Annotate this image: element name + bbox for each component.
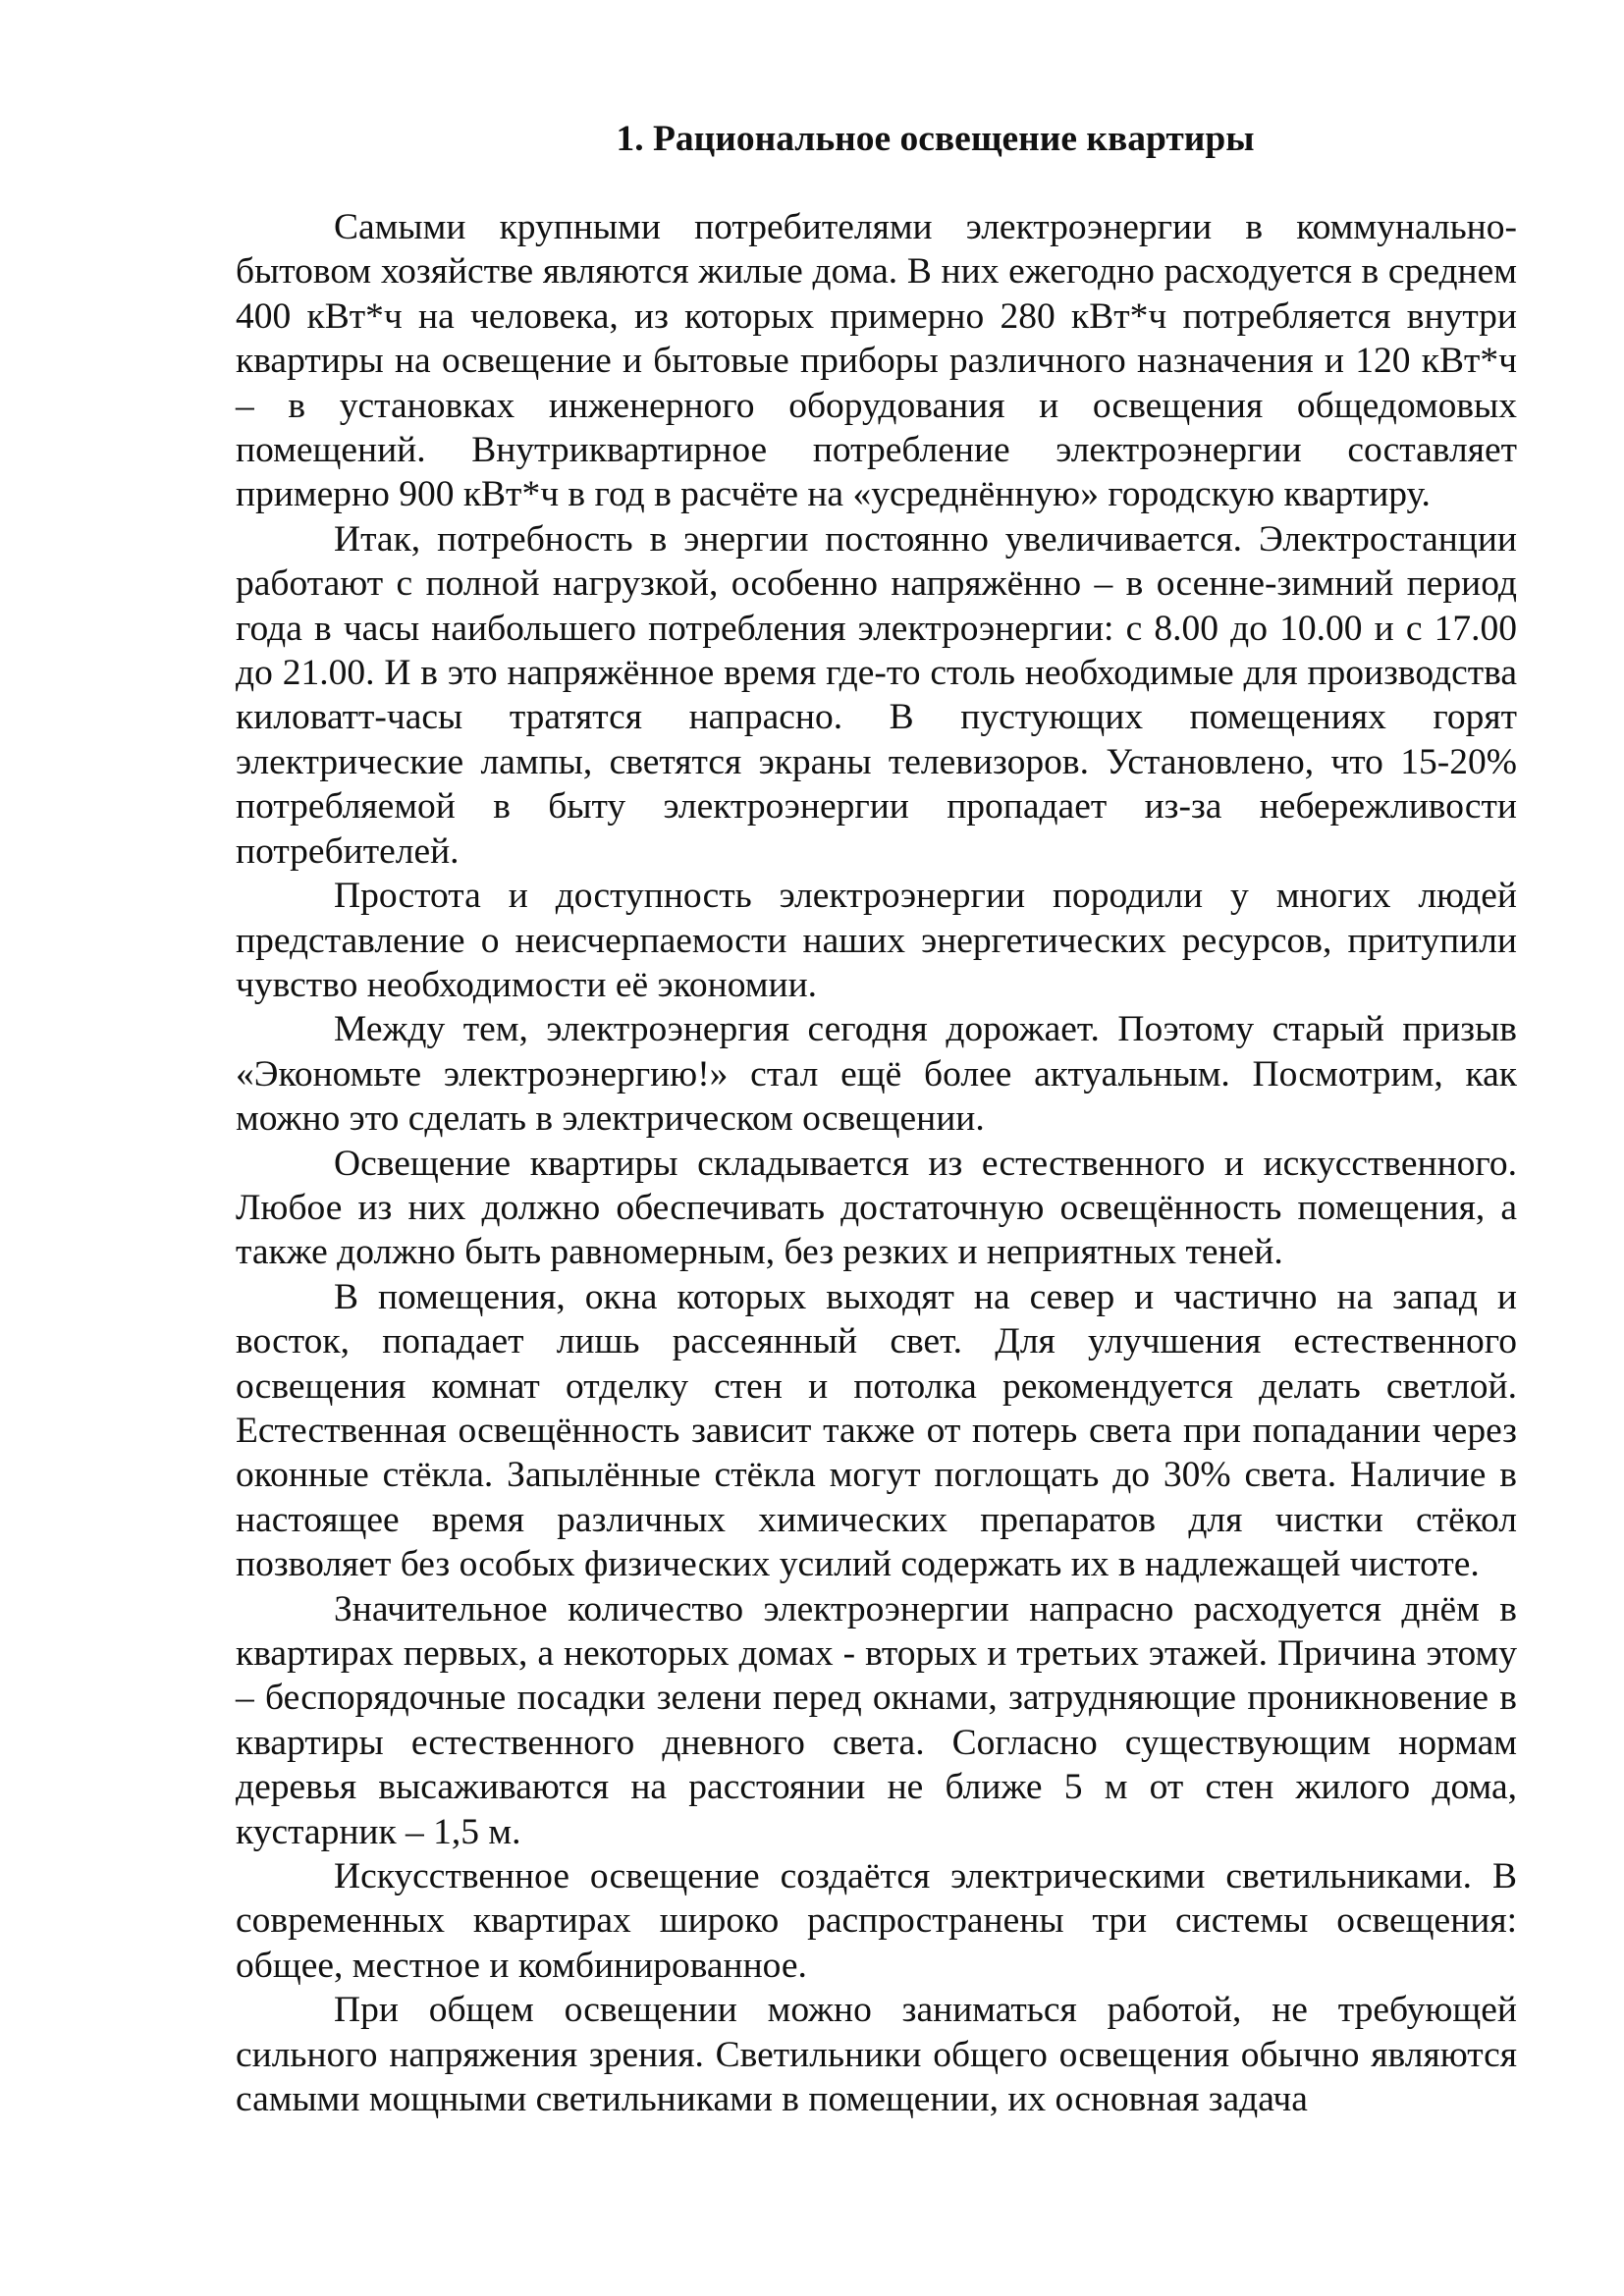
paragraph-9: При общем освещении можно заниматься работой, не требующей сильного напряжения зрения. Светильники общего освещения обычно являются самыми мощными светильниками в помещении, их основная задача	[236, 1990, 1517, 2120]
paragraph-3: Простота и доступность электроэнергии породили у многих людей представление о неисчерпаемости наших энергетических ресурсов, притупили чувство необходимости её экономии.	[236, 876, 1517, 1005]
paragraph-6: В помещения, окна которых выходят на север и частично на запад и восток, попадает лишь рассеянный свет. Для улучшения естественного освещения комнат отделку стен и потолка рекомендуется делать светлой. Естественная освещённость зависит также от потерь света при попадании через оконные стёкла. Запылённые стёкла могут поглощать до 30% света. Наличие в настоящее время различных химических препаратов для чистки стёкол позволяет без особых физических усилий содержать их в надлежащей чистоте.	[236, 1276, 1517, 1585]
paragraph-8: Искусственное освещение создаётся электрическими светильниками. В современных квартирах широко распространены три системы освещения: общее, местное и комбинированное.	[236, 1856, 1517, 1986]
page-title: 1. Рациональное освещение квартиры	[616, 119, 1255, 159]
paragraph-5: Освещение квартиры складывается из естественного и искусственного. Любое из них должно обеспечивать достаточную освещённость помещения, а также должно быть равномерным, без резких и неприятных теней.	[236, 1143, 1517, 1273]
paragraph-7: Значительное количество электроэнергии напрасно расходуется днём в квартирах первых, а некоторых домах - вторых и третьих этажей. Причина этому – беспорядочные посадки зелени перед окнами, затрудняющие проникновение в квартиры естественного дневного света. Согласно существующим нормам деревья высаживаются на расстоянии не ближе 5 м от стен жилого дома, кустарник – 1,5 м.	[236, 1588, 1517, 1852]
document-body	[236, 205, 1517, 2121]
paragraph-2: Итак, потребность в энергии постоянно увеличивается. Электростанции работают с полной нагрузкой, особенно напряжённо – в осенне-зимний период года в часы наибольшего потребления электроэнергии: с 8.00 до 10.00 и с 17.00 до 21.00. И в это напряжённое время где-то столь необходимые для производства киловатт-часы тратятся напрасно. В пустующих помещениях горят электрические лампы, светятся экраны телевизоров. Установлено, что 15-20% потребляемой в быту электроэнергии пропадает из-за небережливости потребителей.	[236, 518, 1517, 872]
paragraph-4: Между тем, электроэнергия сегодня дорожает. Поэтому старый призыв «Экономьте электроэнергию!» стал ещё более актуальным. Посмотрим, как можно это сделать в электрическом освещении.	[236, 1009, 1517, 1140]
paragraph-1: Самыми крупными потребителями электроэнергии в коммунально-бытовом хозяйстве являются жилые дома. В них ежегодно расходуется в среднем 400 кВт*ч на человека, из которых примерно 280 кВт*ч потребляется внутри квартиры на освещение и бытовые приборы различного назначения и 120 кВт*ч – в установках инженерного оборудования и освещения общедомовых помещений. Внутриквартирное потребление электроэнергии составляет примерно 900 кВт*ч в год в расчёте на «усреднённую» городскую квартиру.	[236, 207, 1517, 515]
